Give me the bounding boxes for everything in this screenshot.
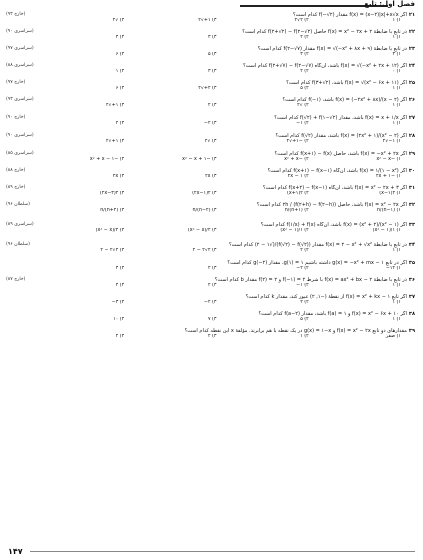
question-item — [6, 185, 415, 197]
answer-option: ۴) ۶ — [115, 86, 125, 91]
answer-option: ۴) ۴ — [115, 35, 125, 40]
question-item — [6, 151, 415, 163]
question-number: ۳۵ — [408, 260, 415, 266]
answer-option: ۴) ۲ — [115, 283, 125, 288]
answer-option: ۱) ۱ — [392, 86, 401, 91]
answer-option: ۱) ۱۲− — [385, 266, 401, 271]
question-item — [6, 202, 415, 214]
section-title: فصل اول: تابع — [364, 0, 415, 8]
question-item — [6, 97, 415, 109]
question-number: ۳۰ — [408, 168, 415, 174]
answer-option: ۲) ۲− — [296, 266, 309, 271]
question-number: ۳۷ — [408, 294, 415, 300]
answer-option: ۱) ۱ — [392, 35, 401, 40]
answer-options — [32, 300, 401, 306]
question-source: (خارج ۹۳) — [6, 12, 26, 17]
answer-option: ۴) ۴ — [115, 266, 125, 271]
question-number: ۲۷ — [408, 115, 415, 121]
answer-option: ۱) ۱ — [392, 121, 401, 126]
question-number: ۲۱ — [408, 12, 415, 18]
question-number: ۳۸ — [408, 311, 415, 317]
answer-option: ۳) ۲+√۲ — [198, 86, 217, 91]
answer-option: ۳) ۲− — [203, 121, 217, 126]
question-source: (سراسری ۹۳) — [6, 97, 34, 102]
question-number: ۲۲ — [408, 29, 415, 35]
question-source: (سراسری ۹۰) — [6, 133, 34, 138]
question-text: اگر f(x) = x² − ۲x + ۳ باشد، آن‌گاه f(x+۲) − f(x−۱) کدام است؟ — [262, 185, 407, 191]
answer-option: ۲) ۲ — [300, 300, 309, 305]
answer-option: ۳) (h−۲)/h — [192, 208, 217, 213]
question-list — [6, 12, 415, 345]
answer-option: ۴) √۲ — [112, 18, 125, 23]
question-item — [6, 311, 415, 323]
question-item — [6, 294, 415, 306]
question-item — [6, 115, 415, 127]
answer-options — [32, 35, 401, 41]
question-source: (خارج ۸۷) — [6, 277, 26, 282]
answer-option: ۱) ۱−√۲ — [382, 139, 401, 144]
answer-option: ۲) ۱ — [300, 334, 309, 339]
answer-option: ۱) ۱ — [392, 103, 401, 108]
answer-option: ۴) ۲√۲ − ۲ — [100, 248, 125, 253]
answer-option: ۲) ۱/(۱ − x²) — [280, 228, 309, 233]
question-text: اگر f(x) = (−۲x² + ۸x)/(x − ۲) باشد، f(−۱) کدام است؟ — [282, 97, 407, 103]
answer-options — [32, 103, 401, 109]
question-text: اگر f(x) = (x−۲)|x|+x√x مقدار f(−√۲) کدام است؟ — [293, 12, 407, 18]
answer-options — [32, 174, 401, 180]
question-text: اگر f(x) = √(−x² + ۲x + ۱۲) باشد، آن‌گاه f(۲+√۷) − f(۲−√۷) کدام است؟ — [243, 63, 407, 69]
question-number: ۲۴ — [408, 63, 415, 69]
answer-options — [32, 248, 401, 254]
answer-option: ۳) ۲ — [207, 103, 217, 108]
question-item — [6, 222, 415, 234]
question-source: (سلطان ۹۶) — [6, 202, 30, 207]
answer-options — [32, 317, 401, 323]
answer-options — [32, 208, 401, 214]
answer-option: ۴) ۱ — [115, 69, 125, 74]
answer-option: ۲) ۱− — [296, 121, 309, 126]
answer-option: ۳) ۳ — [207, 69, 217, 74]
answer-option: ۳) ۲ — [207, 334, 217, 339]
question-source: (سراسری ۹۷) — [6, 46, 34, 51]
question-source: (سراسری ۸۹) — [6, 222, 34, 227]
answer-option: ۴) ۲ — [115, 121, 125, 126]
answer-option: ۱) ۱ — [392, 283, 401, 288]
answer-options — [32, 86, 401, 92]
question-item — [6, 133, 415, 145]
answer-options — [32, 266, 401, 272]
answer-option: ۴) −x² + x − ۱ — [89, 157, 125, 162]
question-text: در تابع با ضابطهٔ f(x) = ax² + bx − ۲ با شرط f(−۱) = ۲ و f(۲) = ۲ مقدار b کدام است؟ — [214, 277, 407, 283]
question-text: اگر در تابع g(x) = −x² + mx − ۱ داشته باشیم g(۱) = ۱، مقدار g(−۲) کدام است؟ — [227, 260, 407, 266]
answer-option: ۳) ۲/(x² − x) — [187, 228, 217, 233]
answer-option: ۱) ۰ — [392, 69, 401, 74]
answer-option: ۱) (h−۱)/h — [376, 208, 401, 213]
question-source: (خارج ۹۰) — [6, 115, 26, 120]
question-source: (سلطان ۹۶) — [6, 242, 30, 247]
answer-option: ۱) ۱ — [392, 248, 401, 253]
question-number: ۳۹ — [408, 328, 415, 334]
question-item — [6, 12, 415, 24]
question-number: ۳۲ — [408, 202, 415, 208]
answer-options — [32, 52, 401, 58]
answer-options — [32, 157, 401, 163]
answer-option: ۴) ۲x — [112, 174, 125, 179]
answer-option: ۱) صفر — [385, 334, 401, 339]
answer-option: ۲) −x² + x — [284, 157, 309, 162]
question-item — [6, 242, 415, 254]
answer-options — [32, 69, 401, 75]
answer-options — [32, 228, 401, 234]
answer-options — [32, 283, 401, 289]
answer-option: ۴) ۲/(x² − x) — [95, 228, 125, 233]
question-number: ۳۶ — [408, 277, 415, 283]
question-number: ۲۸ — [408, 133, 415, 139]
question-item — [6, 29, 415, 41]
answer-option: ۱) ۴ — [392, 52, 401, 57]
question-text: در تابع با ضابطهٔ f(x) = x² − ۲x + ۲ حاصل f(۲+√۲) − f(۲−√۲) کدام است؟ — [242, 29, 407, 35]
answer-option: ۴) ۱+√۲ — [106, 139, 125, 144]
answer-option: ۴) ۳− — [111, 300, 125, 305]
answer-option: ۱) −۲x + ۱ — [375, 174, 401, 179]
question-text: اگر f(x) = −x² + ۲x باشد، حاصل f(x+۱) − f(x) کدام است؟ — [274, 151, 407, 157]
question-number: ۳۳ — [408, 222, 415, 228]
question-item — [6, 277, 415, 289]
answer-option: ۲) ۵ — [300, 86, 309, 91]
answer-option: ۳) −x² − x + ۱ — [182, 157, 217, 162]
answer-option: ۳) ۲ — [207, 283, 217, 288]
answer-option: ۱) ۱/(x² − ۱) — [372, 228, 401, 233]
answer-options — [32, 334, 401, 340]
answer-option: ۳) ۲ — [207, 266, 217, 271]
answer-option: ۳) ۲− — [203, 300, 217, 305]
question-item — [6, 168, 415, 180]
answer-option: ۲) ۲ — [300, 248, 309, 253]
answer-option: ۲) ۱− — [296, 283, 309, 288]
answer-option: ۱) ۱ — [392, 18, 401, 23]
question-item — [6, 46, 415, 58]
answer-option: ۲) ۲ — [300, 69, 309, 74]
answer-option: ۴) ۲ — [115, 334, 125, 339]
question-number: ۲۶ — [408, 97, 415, 103]
answer-option: ۲) −۱+√۲ — [286, 139, 309, 144]
question-text: مقدارهای دو تابع f(x) = x² − ۲x و g(x) = ۱−x در یک نقطه با هم برابرند. مؤلفهٔ x این نقطه کدام است؟ — [184, 328, 407, 334]
question-source: (سراسری ۹۰) — [6, 29, 34, 34]
question-item — [6, 260, 415, 272]
answer-option: ۲) ۵ — [300, 317, 309, 322]
answer-option: ۳) ۱+√۲ — [198, 18, 217, 23]
answer-option: ۳) ۷ — [207, 317, 217, 322]
question-item — [6, 328, 415, 340]
question-source: (سراسری ۸۵) — [6, 151, 34, 156]
answer-option: ۳) √۲ — [204, 139, 217, 144]
question-text: اگر f(x) = ۱/(۱ − x²) باشد، آن‌گاه f(x+۱) − f(x−۱) کدام است؟ — [267, 168, 407, 174]
answer-options — [32, 121, 401, 127]
answer-option: ۱) −x² − x — [376, 157, 401, 162]
question-number: ۲۹ — [408, 151, 415, 157]
answer-options — [32, 18, 401, 24]
question-text: اگر f(x) = √(x² − ۶x + ۱۱) باشد، f(۳+√۲) کدام است؟ — [286, 80, 407, 86]
answer-option: ۲) ۳ — [300, 52, 309, 57]
question-item — [6, 63, 415, 75]
question-text: اگر f(x) = x + ۱/x باشد، مقدار f(√۲) + f(۱−√۲) کدام است؟ — [274, 115, 407, 121]
answer-option: ۴) ۲(۲x−۳) — [99, 191, 125, 196]
answer-option: ۲) ۲(x+۱) — [287, 191, 309, 196]
question-source: (خارج ۸۸) — [6, 168, 26, 173]
answer-option: ۲) ۲x − ۱ — [287, 174, 309, 179]
question-item — [6, 80, 415, 92]
answer-option: ۲) (h+۱)/h — [284, 208, 309, 213]
answer-option: ۲) ۲ — [300, 35, 309, 40]
question-number: ۳۱ — [408, 185, 415, 191]
question-text: اگر تابع f(x) = x² + kx − ۱ از نقطهٔ (−۱, ۲) عبور کند، مقدار k کدام است؟ — [245, 294, 407, 300]
question-source: (خارج ۸۹) — [6, 185, 26, 190]
footer-rule — [30, 551, 415, 552]
question-number: ۳۴ — [408, 242, 415, 248]
answer-options — [32, 139, 401, 145]
question-source: (سراسری ۸۸) — [6, 63, 34, 68]
question-text: اگر f(x) = (x² + ۲)/(x² − ۱) باشد، آن‌گاه f(۱/x) + f(x) کدام است؟ — [260, 222, 407, 228]
answer-option: ۴) ۶ — [115, 52, 125, 57]
page-number: ۱۴۷ — [8, 547, 23, 556]
question-text: اگر f(x) = x² − ۲x باشد، حاصل (f(۲+h) − f(۲−h)) / ۲h کدام است؟ — [256, 202, 407, 208]
answer-option: ۱) ۱ — [392, 300, 401, 305]
answer-option: ۳) ۲x — [205, 174, 217, 179]
answer-option: ۳) ۲(۲x−۱) — [192, 191, 217, 196]
question-text: اگر f(x) = x² − ۶x + ۱۰ و f(a) = ۱ باشد، مقدار f(a−۲) کدام است؟ — [258, 311, 407, 317]
question-number: ۲۳ — [408, 46, 415, 52]
answer-option: ۳) ۵ — [207, 52, 217, 57]
answer-option: ۳) ۲√۲ − ۲ — [192, 248, 217, 253]
answer-option: ۱) ۱ — [392, 317, 401, 322]
question-text: اگر f(x) = (۲x² + ۱)/(x² − ۲) باشد، مقدار f(√۲) کدام است؟ — [275, 133, 407, 139]
answer-option: ۱) ۲(x−۱) — [379, 191, 401, 196]
answer-option: ۳) ۳ — [207, 35, 217, 40]
answer-option: ۴) ۱+√۲ — [106, 103, 125, 108]
answer-option: ۴) ۱۰ — [113, 317, 125, 322]
answer-option: ۲) ۲√۲ — [294, 18, 309, 23]
answer-option: ۴) (h+۲)/h — [100, 208, 125, 213]
question-text: در تابع با ضابطهٔ f(x) = ۲ − x² + √x² مقدار (f(√۲) − f(√۲))/(√۲ − ۱) کدام است؟ — [229, 242, 407, 248]
question-text: در تابع با ضابطهٔ f(x) = √(−x² + ۸x + ۹) مقدار f(۲−√۷) کدام است؟ — [257, 46, 407, 52]
question-source: (خارج ۹۷) — [6, 80, 26, 85]
question-number: ۲۵ — [408, 80, 415, 86]
answer-options — [32, 191, 401, 197]
answer-option: ۲) √۲ — [297, 103, 309, 108]
